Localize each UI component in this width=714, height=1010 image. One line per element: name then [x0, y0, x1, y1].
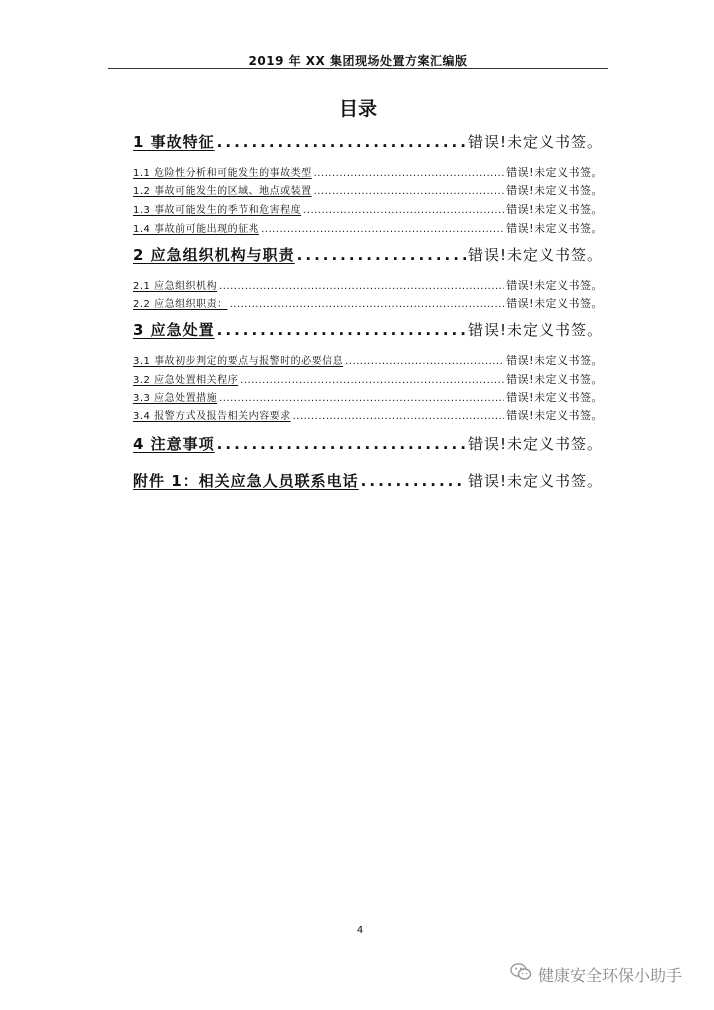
dot-leader: [293, 411, 504, 422]
toc-entry-label: 1.2 事故可能发生的区域、地点或装置: [133, 186, 312, 197]
toc-entry-page: 错误!未定义书签。: [506, 391, 603, 404]
toc-entry-page: 错误!未定义书签。: [506, 409, 603, 422]
toc-entry-page: 错误!未定义书签。: [506, 203, 603, 216]
dot-leader: [217, 435, 466, 453]
toc-entry-page: 错误!未定义书签。: [467, 246, 603, 264]
toc-entry-4[interactable]: [133, 433, 603, 454]
toc-entry-label: 1.1 危险性分析和可能发生的事故类型: [133, 168, 312, 179]
toc-entry-label: 3.3 应急处置措施: [133, 393, 218, 404]
toc-entry-1-2[interactable]: [133, 182, 603, 198]
dot-leader: [361, 472, 466, 490]
toc-entry-page: 错误!未定义书签。: [506, 354, 603, 367]
toc-entry-3-2[interactable]: [133, 371, 603, 387]
toc-entry-1[interactable]: [133, 131, 603, 152]
dot-leader: [240, 375, 504, 386]
toc-entry-page: 错误!未定义书签。: [506, 222, 603, 235]
dot-leader: [230, 299, 504, 310]
dot-leader: [314, 186, 504, 197]
toc-entry-page: 错误!未定义书签。: [467, 472, 603, 490]
dot-leader: [303, 205, 504, 216]
toc-entry-3-3[interactable]: [133, 389, 603, 405]
toc-entry-label: 4 注意事项: [133, 435, 215, 453]
toc-entry-label: 3.2 应急处置相关程序: [133, 375, 239, 386]
toc-entry-page: 错误!未定义书签。: [506, 166, 603, 179]
toc-entry-label: 1.4 事故前可能出现的征兆: [133, 224, 260, 235]
toc-entry-label: 2.2 应急组织职责：: [133, 299, 228, 310]
watermark: [510, 962, 682, 986]
toc-entry-label: 1.3 事故可能发生的季节和危害程度: [133, 205, 302, 216]
toc-title: 目录: [338, 98, 377, 120]
toc-entry-1-1[interactable]: [133, 164, 603, 180]
toc-entry-label: 2.1 应急组织机构: [133, 281, 218, 292]
toc-entry-1-3[interactable]: [133, 201, 603, 217]
wechat-icon: [510, 962, 538, 986]
toc-entry-page: 错误!未定义书签。: [506, 297, 603, 310]
toc-entry-page: 错误!未定义书签。: [506, 279, 603, 292]
dot-leader: [219, 281, 504, 292]
toc-entry-page: 错误!未定义书签。: [467, 321, 603, 339]
toc-entry-3-1[interactable]: [133, 352, 603, 368]
toc-entry-label: 2 应急组织机构与职责: [133, 246, 295, 264]
toc-entry-label: 1 事故特征: [133, 133, 215, 151]
header-rule: [108, 68, 608, 69]
dot-leader: [261, 224, 504, 235]
running-header: 2019 年 XX 集团现场处置方案汇编版: [248, 54, 468, 68]
toc-entry-3[interactable]: [133, 319, 603, 340]
dot-leader: [297, 246, 466, 264]
toc-entry-3-4[interactable]: [133, 407, 603, 423]
toc-entry-page: 错误!未定义书签。: [506, 373, 603, 386]
dot-leader: [219, 393, 504, 404]
toc-entry-label: 3.4 报警方式及报告相关内容要求: [133, 411, 291, 422]
dot-leader: [314, 168, 504, 179]
toc-entry-label: 3 应急处置: [133, 321, 215, 339]
toc-entry-2-2[interactable]: [133, 295, 603, 311]
toc-entry-label: 附件 1：相关应急人员联系电话: [133, 472, 359, 490]
toc-entry-label: 3.1 事故初步判定的要点与报警时的必要信息: [133, 356, 344, 367]
dot-leader: [217, 133, 466, 151]
toc-entry-page: 错误!未定义书签。: [506, 184, 603, 197]
toc-entry-page: 错误!未定义书签。: [467, 435, 603, 453]
toc-entry-page: 错误!未定义书签。: [467, 133, 603, 151]
toc-entry-1-4[interactable]: [133, 220, 603, 236]
toc-entry-2[interactable]: [133, 244, 603, 265]
page-number: 4: [356, 925, 364, 936]
toc-entry-appendix-1[interactable]: [133, 470, 603, 491]
toc-entry-2-1[interactable]: [133, 277, 603, 293]
watermark-text: 健康安全环保小助手: [538, 965, 683, 985]
dot-leader: [345, 356, 504, 367]
dot-leader: [217, 321, 466, 339]
